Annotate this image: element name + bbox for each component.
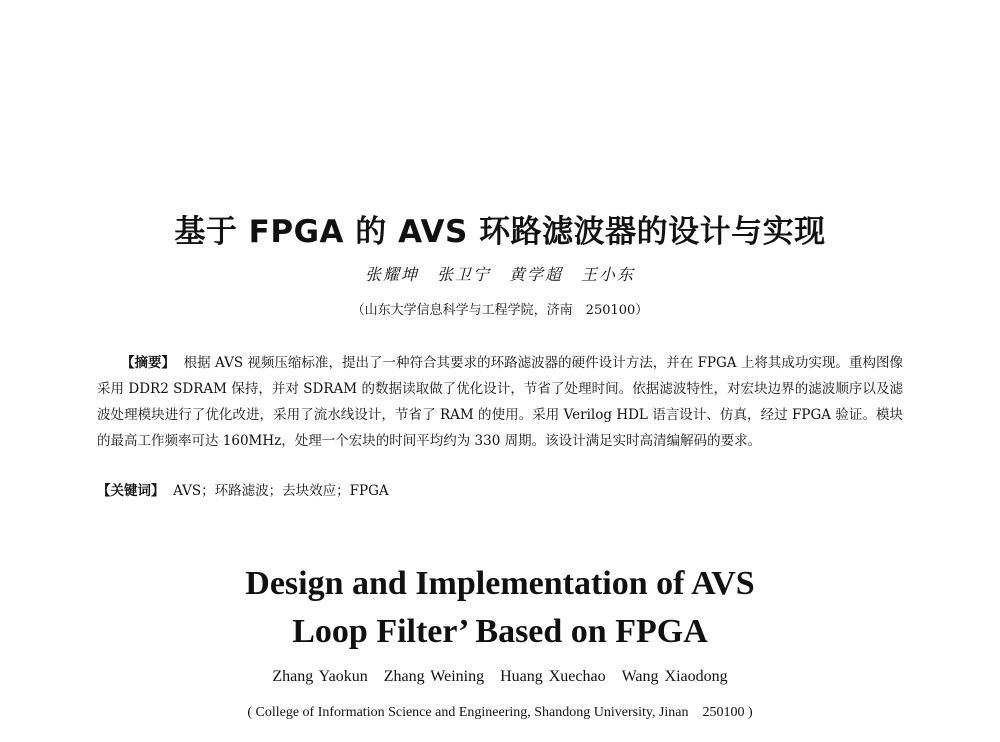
chinese-affiliation: （山东大学信息科学与工程学院，济南 250100）	[351, 303, 649, 318]
english-title-line-2: Loop Filter’ Based on FPGA	[292, 613, 708, 650]
english-title	[0, 560, 1000, 656]
abstract-text: 根据 AVS 视频压缩标准，提出了一种符合其要求的环路滤波器的硬件设计方法，并在 FPGA 上将其成功实现。重构图像采用 DDR2 SDRAM 保持，并对 SDRAM 的数据读取做了优化设计，节省了处理时间。依据滤波特性，对宏块边界的滤波顺序以及滤波处理模块进行了优化改进，采用了流水线设计，节省了 RAM 的使用。采用 Verilog HDL 语言设计、仿真，经过 FPGA 验证。模块的最高工作频率可达 160MHz，处理一个宏块的时间平均约为 330 周期。该设计满足实时高清编解码的要求。	[97, 355, 903, 449]
chinese-authors: 张耀坤 张卫宁 黄学超 王小东	[364, 265, 635, 284]
keywords-label: 【关键词】	[97, 483, 165, 499]
keywords-text: AVS；环路滤波；去块效应；FPGA	[173, 483, 389, 499]
english-affiliation: ( College of Information Science and Engineering, Shandong University, Jinan 250100 )	[247, 705, 753, 720]
chinese-title: 基于 FPGA 的 AVS 环路滤波器的设计与实现	[174, 214, 826, 250]
english-authors: Zhang Yaokun Zhang Weining Huang Xuechao Wang Xiaodong	[272, 668, 728, 685]
english-title-line-1: Design and Implementation of AVS	[245, 565, 755, 602]
abstract-paragraph	[97, 350, 903, 454]
keywords-line	[97, 478, 903, 504]
abstract-label: 【摘要】	[121, 355, 176, 371]
